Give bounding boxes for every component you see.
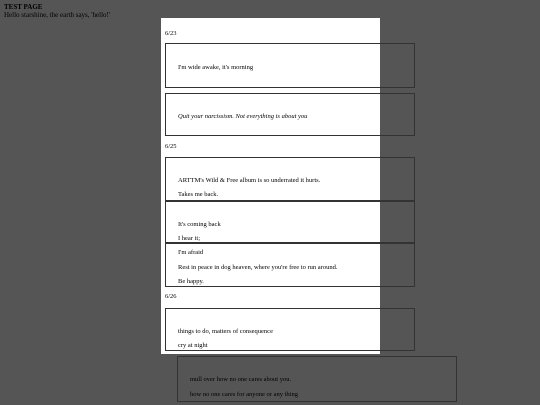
entry-card[interactable] — [165, 157, 415, 201]
entry-line: I hear it; — [178, 235, 201, 242]
page-subtitle: Hello starshine, the earth says, 'hello!' — [4, 11, 111, 19]
entry-line: how no one cares for anyone or any thing — [190, 391, 298, 398]
date-label: 6/26 — [165, 293, 177, 300]
entry-line: Takes me back. — [178, 191, 219, 198]
entry-line: cry at night — [178, 342, 208, 349]
entry-line: things to do, matters of consequence — [178, 328, 273, 335]
date-label: 6/23 — [165, 30, 177, 37]
entry-line: Quit your narcissism. Not everything is about you — [178, 113, 308, 120]
entry-line: I'm afraid — [178, 249, 204, 256]
entry-line: ARTTM's Wild & Free album is so underrated it hurts. — [178, 177, 321, 184]
page-header — [4, 3, 110, 19]
entry-card[interactable] — [177, 356, 457, 402]
entry-card[interactable] — [165, 243, 415, 287]
entry-line: I'm wide awake, it's morning — [178, 64, 254, 71]
page-title: TEST PAGE — [4, 3, 43, 11]
entry-card[interactable] — [165, 308, 415, 351]
entry-line: mull over how no one cares about you. — [190, 376, 292, 383]
entry-card[interactable] — [165, 93, 415, 136]
entry-card[interactable] — [165, 43, 415, 88]
entry-line: Be happy. — [178, 278, 204, 285]
entry-line: Rest in peace in dog heaven, where you're free to run around. — [178, 264, 338, 271]
entry-line: It's coming back — [178, 221, 221, 228]
date-label: 6/25 — [165, 143, 177, 150]
entry-card[interactable] — [165, 201, 415, 243]
